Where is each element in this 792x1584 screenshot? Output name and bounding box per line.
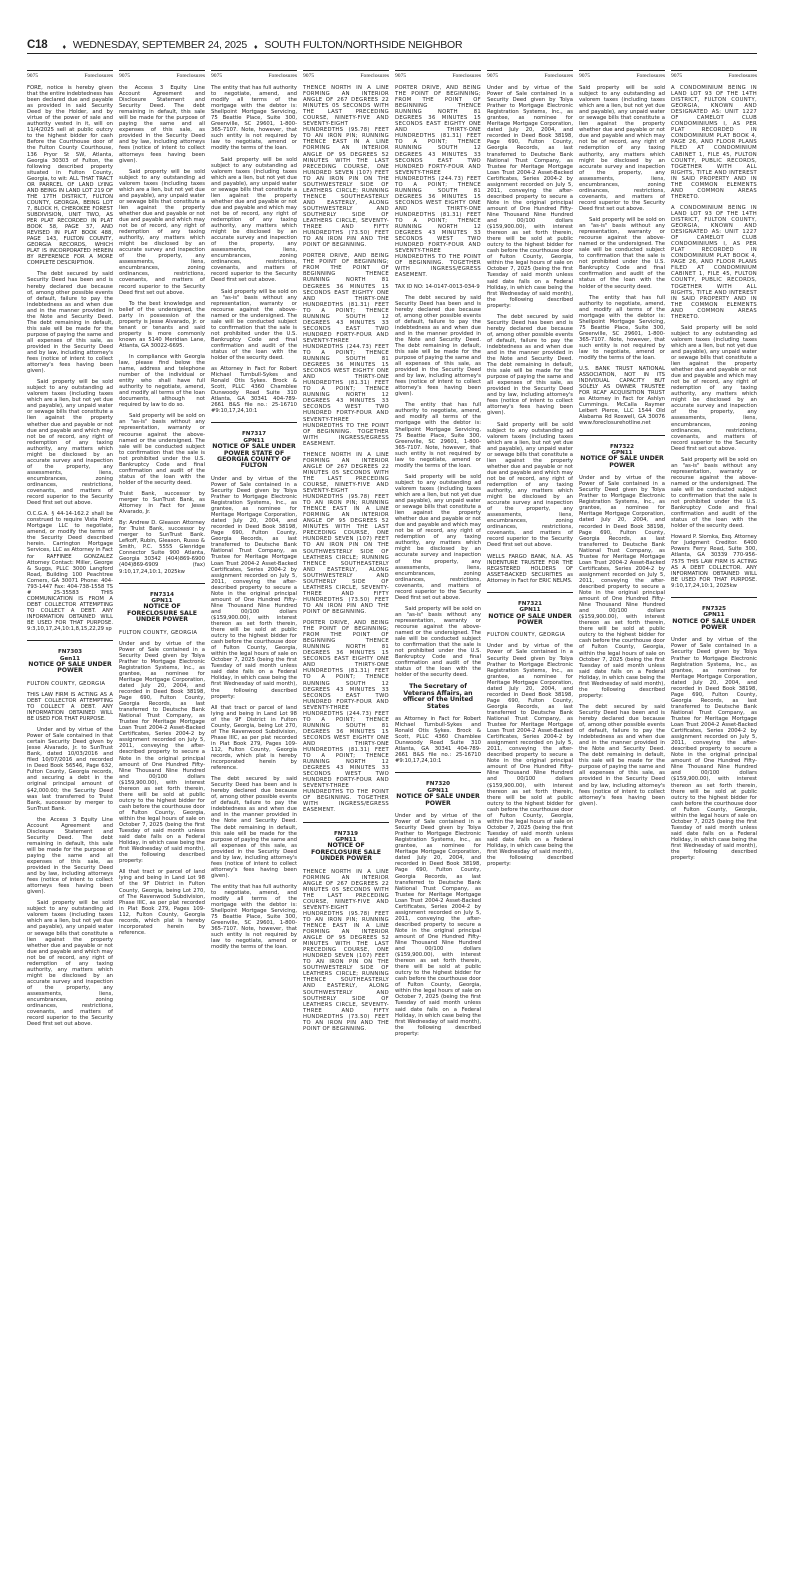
divider [27, 640, 113, 641]
notice-text: The entity that has full authority to negotiate, amend, and modify all terms of the mortgage with the debtor is: Shellpoint Mortgage Servicing, 75 Beattie Place, Suite 300, Greenville, SC 29601, 1-800-365-7107. Note, however, that such entity is not required by law to negotiate, amend or modify the terms of the loan. [395, 402, 481, 469]
notice-code: FN7320 [425, 781, 451, 788]
notice-text: Under and by virtue of the Power of Sale contained in a Security Deed given by Toiya Prather to Mortgage Electronic Registration Systems, Inc., as grantee, as nominee for Meritage Mortgage Corporation, dated July 20, 2004, and recorded in Deed Book 38198, Page 690, Fulton County, Georgia Records, as last transferred to Deutsche Bank National Trust Company, as Trustee for Meritage Mortgage Loan Trust 2004-2 Asset-Backed Certificates, Series 2004-2 by assignment recorded on July 5, 2011, conveying the after-described property to secure a Note in the original principal amount of One Hundred Fifty-Nine Thousand Nine Hundred and 00/100 dollars ($159,900.00), with interest thereon as set forth therein, there will be sold at public outcry to the highest bidder for cash before the courthouse door of Fulton County, Georgia, within the legal hours of sale on October 7, 2025 (being the first Tuesday of said month unless said date falls on a Federal Holiday, in which case being the first Wednesday of said month), the following described property: [487, 643, 573, 868]
notice-title: NOTICE OF FORECLOSURE SALE UNDER POWER [126, 603, 198, 624]
section-label: Foreclosures [84, 73, 113, 79]
signature: as Attorney in Fact for Robert Michael Turnbull-Sykes and Ronald Otis Sykes. Brock & Scott, PLLC 4360 Chamblee Dunwoody Road Suite 310 Atlanta, GA 30341 404-789-2661 B&S file no.: 25-16710 #9:10,17,24,10:1 [395, 716, 481, 765]
section-code: 9075 [487, 73, 499, 79]
divider [211, 422, 297, 423]
column-4 [303, 70, 389, 1570]
notice-text: PORTER DRIVE, AND BEING THE POINT OF BEGINNING; FROM THE POINT OF BEGINNING THENCE RUNNING NORTH 81 DEGREES 36 MINUTES 15 SECONDS EAST EIGHTY ONE AND THIRTY-ONE HUNDREDTHS (81.31) FEET TO A POINT; THENCE RUNNING SOUTH 12 DEGREES 43 MINUTES 33 SECONDS EAST TWO HUNDRED FORTY-FOUR AND SEVENTY-THREE HUNDREDTHS (244.73) FEET TO A POINT; THENCE RUNNING SOUTH 81 DEGREES 36 MINUTES 15 SECONDS WEST EIGHTY ONE AND THIRTY-ONE HUNDREDTHS (81.31) FEET TO A POINT; THENCE RUNNING NORTH 12 DEGREES 43 MINUTES 33 SECONDS WEST TWO HUNDRED FORTY-FOUR AND SEVENTY-THREE HUNDREDTHS TO THE POINT OF BEGINNING. TOGETHER WITH INGRESS/EGRESS EASEMENT. [303, 620, 389, 814]
notice-text: THENCE NORTH IN A LINE FORMING AN INTERIOR ANGLE OF 267 DEGREES 22 MINUTES 05 SECONDS WITH THE LAST PRECEDING COURSE, NINETY-FIVE AND SEVENTY-EIGHT HUNDREDTHS (95.78) FEET TO AN IRON PIN; RUNNING THENCE EAST IN A LINE FORMING AN INTERIOR ANGLE OF 95 DEGREES 52 MINUTES WITH THE LAST PRECEDING COURSE, ONE HUNDRED SEVEN (107) FEET TO AN IRON PIN ON THE SOUTHWESTERLY SIDE OF LEATHERS CIRCLE; RUNNING THENCE SOUTHEASTERLY AND EASTERLY, ALONG SOUTHWESTERLY AND SOUTHERLY SIDE OF LEATHERS CIRCLE, SEVENTY-THREE AND FIFTY HUNDREDTHS (73.50) FEET TO AN IRON PIN AND THE POINT OF BEGINNING. [303, 868, 389, 1032]
section-code: 9075 [119, 73, 131, 79]
notice-text: The debt secured by said Security Deed has been and is hereby declared due because of, among other possible events of default, failure to pay the indebtedness as and when due and in the manner provided in the Note and Security Deed. The debt remaining in default, this sale will be made for the purpose of paying the same and all expenses of this sale, as provided in the Security Deed and by law, including attorney's fees (notice of intent to collect attorney's fees having been given). [579, 703, 665, 807]
section-label: Foreclosures [452, 73, 481, 79]
notice-code: FN7325 [701, 605, 727, 612]
notice-sub: GPN11 [243, 437, 265, 444]
column-3 [211, 70, 297, 1570]
tax-id: TAX ID NO: 14-0147-0013-034-9 [395, 283, 480, 290]
notice-title: NOTICE OF SALE UNDER POWER [580, 455, 664, 469]
notice-code: FN7317 [241, 431, 267, 438]
column-7 [579, 70, 665, 1570]
notice-text: FULTON COUNTY, GEORGIA [119, 629, 198, 636]
section-code: 9075 [579, 73, 591, 79]
section-code: 9075 [27, 73, 39, 79]
notice-text: The entity that has full authority to negotiate, amend, and modify all terms of the mortgage with the debtor is: Shellpoint Mortgage Servicing, 75 Beattie Place, Suite 300, Greenville, SC 29601, 1-800-365-7107. Note, however, that such entity is not required by law to negotiate, amend or modify the terms of the loan. [211, 883, 297, 951]
notice-text: The entity that has full authority to negotiate, amend, and modify all terms of the mortgage with the debtor is: Shellpoint Mortgage Servicing, 75 Beattie Place, Suite 300, Greenville, SC 29601, 1-800-365-7107. Note, however, that such entity is not required by law to negotiate, amend or modify the terms of the loan. [579, 294, 665, 362]
signature: as Attorney in Fact for Robert Michael Turnbull-Sykes and Ronald Otis Sykes. Brock & Scott, PLLC 4360 Chamblee Dunwoody Road Suite 310 Atlanta, GA 30341 404-789-2661 B&S file no.: 25-16710 #9:10,17,24,10:1 [211, 366, 297, 415]
notice-code: FN7322 [609, 443, 635, 450]
classifieds-columns [27, 70, 757, 1570]
signature: WELLS FARGO BANK, N.A. AS INDENTURE TRUSTEE FOR THE REGISTERED HOLDERS OF ASSET-BACKED SECURITIES as Attorney in Fact for ERIC NELMS. [487, 553, 573, 584]
notice-text: THENCE NORTH IN A LINE FORMING AN INTERIOR ANGLE OF 267 DEGREES 22 MINUTES 05 SECONDS WITH THE LAST PRECEDING COURSE, NINETY-FIVE AND SEVENTY-EIGHT HUNDREDTHS (95.78) FEET TO AN IRON PIN; RUNNING THENCE EAST IN A LINE FORMING AN INTERIOR ANGLE OF 95 DEGREES 52 MINUTES WITH THE LAST PRECEDING COURSE, ONE HUNDRED SEVEN (107) FEET TO AN IRON PIN ON THE SOUTHWESTERLY SIDE OF LEATHERS CIRCLE; RUNNING THENCE SOUTHEASTERLY AND EASTERLY, ALONG SOUTHWESTERLY AND SOUTHERLY SIDE OF LEATHERS CIRCLE, SEVENTY-THREE AND FIFTY HUNDREDTHS (73.50) FEET TO AN IRON PIN AND THE POINT OF BEGINNING. [303, 451, 389, 615]
notice-text: A CONDOMINIUM BEING IN LAND LOT 93 OF THE 14TH DISTRICT, FULTON COUNTY, GEORGIA, KNOWN AND DESIGNATED AS: UNIT 1227 OF CAMELOT CLUB CONDOMINIUMS I, AS PER PLAT RECORDED IN CONDOMINIUM PLAT BOOK 4, PAGE 26, AND FLOOR PLANS FILED AT CONDOMINIUM CABINET 1, FILE 45, FULTON COUNTY, PUBLIC RECORDS, TOGETHER WITH ALL RIGHTS, TITLE AND INTEREST IN SAID PROPERTY AND IN THE COMMON ELEMENTS AND COMMON AREAS THERETO. [671, 85, 757, 200]
column-5 [395, 70, 481, 1570]
notice-text: To the best knowledge and belief of the undersigned, the party in possession of the property is Jesse Alvarado, Jr. or tenant or tenants and said property is more commonly known as 5140 Meridian Lane, Atlanta, GA 30022-6695. [119, 300, 205, 349]
notice-text: Said property will be sold subject to any outstanding ad valorem taxes (including taxes which are a lien, but not yet due and payable), any unpaid water or sewage bills that constitute a lien against the property whether due and payable or not due and payable and which may not be of record, any right of redemption of any taxing authority, any matters which might be disclosed by an accurate survey and inspection of the property, any assessments, liens, encumbrances, zoning ordinances, restrictions, covenants, and matters of record superior to the Security Deed first set out above. [119, 168, 205, 296]
notice-sub: GPN11 [335, 836, 357, 843]
section-header [395, 70, 481, 79]
notice-code: FN7319 [333, 830, 359, 837]
notice-text: Under and by virtue of the Power of Sale contained in a Security Deed given by Toiya Prather to Mortgage Electronic Registration Systems, Inc., as grantee, as nominee for Meritage Mortgage Corporation, dated July 20, 2004, and recorded in Deed Book 38198, Page 690, Fulton County, Georgia Records, as last transferred to Deutsche Bank National Trust Company, as Trustee for Meritage Mortgage Loan Trust 2004-2 Asset-Backed Certificates, Series 2004-2 by assignment recorded on July 5, 2011, conveying the after-described property to secure a Note in the original principal amount of One Hundred Fifty-Nine Thousand Nine Hundred and 00/100 dollars ($159,900.00), with interest thereon as set forth therein, there will be sold at public outcry to the highest bidder for cash before the courthouse door of Fulton County, Georgia, within the legal hours of sale on October 7, 2025 (being the first Tuesday of said month unless said date falls on a Federal Holiday, in which case being the first Wednesday of said month), the following described property: [395, 813, 481, 1037]
notice-heading [671, 606, 757, 632]
notice-sub: GPN11 [703, 612, 725, 619]
signature: U.S. BANK TRUST NATIONAL ASSOCIATION, NOT IN ITS INDIVIDUAL CAPACITY BUT SOLELY AS OWNER TRUSTEE FOR RCAF ACQUISITION TRUST as Attorney in Fact for Ashlyn Cummings. McCalla Raymer Leibert Pierce, LLC 1544 Old Alabama Rd Roswell, GA 30076 www.foreclosurehotline.net [579, 366, 665, 427]
notice-text: Said property will be sold subject to any outstanding ad valorem taxes (including taxes which are a lien, but not yet due and payable), any unpaid water or sewage bills that constitute a lien against the property whether due and payable or not due and payable and which may not be of record, any right of redemption of any taxing authority, any matters which might be disclosed by an accurate survey and inspection of the property, any assessments, liens, encumbrances, zoning ordinances, restrictions, covenants, and matters of record superior to the Security Deed first set out above. [579, 85, 665, 212]
section-header [119, 70, 205, 79]
section-label: Foreclosures [636, 73, 665, 79]
column-2 [119, 70, 205, 1570]
notice-text: O.C.G.A. § 44-14-162.2 shall be construed to require Vista Point Mortgage LLC to negotiate, amend, or modify the terms of the Security Deed described herein. Carrington Mortgage Services, LLC as Attorney in Fact for RAFFINEE GONZALEZ Attorney Contact: Miller, George & Suggs, PLLC 3000 Langford Road, Building 100 Peachtree Corners, GA 30071 Phone: 404-793-1447 Fax: 404-738-1558 TS # 25-35583 THIS COMMUNICATION IS FROM A DEBT COLLECTOR ATTEMPTING TO COLLECT A DEBT. ANY INFORMATION OBTAINED WILL BE USED FOR THAT PURPOSE. 9:3,10,17,24,10:1,8,15,22,29 sp [27, 511, 113, 633]
notice-text: The debt secured by said Security Deed has been and is hereby declared due because of, among other possible events of default, failure to pay the indebtedness as and when due and in the manner provided in the Note and Security Deed. The debt remaining in default, this sale will be made for the purpose of paying the same and all expenses of this sale, as provided in the Security Deed and by law, including attorney's fees (notice of intent to collect attorney's fees having been given). [487, 313, 573, 417]
notice-text: A CONDOMINIUM BEING IN LAND LOT 93 OF THE 14TH DISTRICT, FULTON COUNTY, GEORGIA, KNOWN AND DESIGNATED AS: UNIT 1227 OF CAMELOT CLUB CONDOMINIUMS I, AS PER PLAT RECORDED IN CONDOMINIUM PLAT BOOK 4, PAGE 26, AND FLOOR PLANS FILED AT CONDOMINIUM CABINET 1, FILE 45, FULTON COUNTY, PUBLIC RECORDS, TOGETHER WITH ALL RIGHTS, TITLE AND INTEREST IN SAID PROPERTY AND IN THE COMMON ELEMENTS AND COMMON AREAS THERETO. [671, 204, 757, 320]
notice-text: Under and by virtue of the Power of Sale contained in a Security Deed given by Toiya Prather to Mortgage Electronic Registration Systems, Inc., as grantee, as nominee for Meritage Mortgage Corporation, dated July 20, 2004, and recorded in Deed Book 38198, Page 690, Fulton County, Georgia Records, as last transferred to Deutsche Bank National Trust Company, as Trustee for Meritage Mortgage Loan Trust 2004-2 Asset-Backed Certificates, Series 2004-2 by assignment recorded on July 5, 2011, conveying the after-described property to secure a Note in the original principal amount of One Hundred Fifty-Nine Thousand Nine Hundred and 00/100 dollars ($159,900.00), with interest thereon as set forth therein, there will be sold at public outcry to the highest bidder for cash before the courthouse door of Fulton County, Georgia, within the legal hours of sale on October 7, 2025 (being the first Tuesday of said month unless said date falls on a Federal Holiday, in which case being the first Wednesday of said month), the following described property: [671, 637, 757, 862]
section-code: 9075 [671, 73, 683, 79]
notice-text: Said property will be sold subject to any outstanding ad valorem taxes (including taxes which are a lien, but not yet due and payable), any unpaid water or sewage bills that constitute a lien against the property whether due and payable or not due and payable and which may not be of record, any right of redemption of any taxing authority, any matters which might be disclosed by an accurate survey and inspection of the property, any assessments, liens, encumbrances, zoning ordinances, restrictions, covenants, and matters of record superior to the Security Deed first set out above. [27, 900, 113, 1028]
notice-text: Under and by virtue of the Power of Sale contained in a Security Deed given by Toiya Prather to Mortgage Electronic Registration Systems, Inc., as grantee, as nominee for Meritage Mortgage Corporation, dated July 20, 2004, and recorded in Deed Book 38198, Page 690, Fulton County, Georgia Records, as last transferred to Deutsche Bank National Trust Company, as Trustee for Meritage Mortgage Loan Trust 2004-2 Asset-Backed Certificates, Series 2004-2 by assignment recorded on July 5, 2011, conveying the after-described property to secure a Note in the original principal amount of One Hundred Fifty-Nine Thousand Nine Hundred and 00/100 dollars ($159,900.00), with interest thereon as set forth therein, there will be sold at public outcry to the highest bidder for cash before the courthouse door of Fulton County, Georgia, within the legal hours of sale on October 7, 2025 (being the first Tuesday of said month unless said date falls on a Federal Holiday, in which case being the first Wednesday of said month), the following described property: [579, 475, 665, 699]
publication-name: SOUTH FULTON/NORTHSIDE NEIGHBOR [264, 39, 463, 51]
notice-text: The debt secured by said Security Deed has been and is hereby declared due because of, among other possible events of default, failure to pay the indebtedness as and when due and in the manner provided in the Note and Security Deed. The debt remaining in default, this sale will be made for the purpose of paying the same and all expenses of this sale, as provided in the Security Deed and by law, including attorney's fees (notice of intent to collect attorney's fees having been given). [27, 271, 113, 375]
notice-text: Said property will be sold on an "as-is" basis without any representation, warranty or recourse against the above-named or the undersigned. The sale will be conducted subject to confirmation that the sale is not prohibited under the U.S. Bankruptcy Code and final confirmation and audit of the status of the loan with the holder of the security deed. [119, 413, 205, 486]
divider [671, 597, 757, 598]
notice-code: FN7314 [149, 591, 175, 598]
notice-text: Under and by virtue of the Power of Sale contained in a Security Deed given by Toiya Prather to Mortgage Electronic Registration Systems, Inc., as grantee, as nominee for Meritage Mortgage Corporation, dated July 20, 2004, and recorded in Deed Book 38198, Page 690, Fulton County, Georgia Records, as last transferred to Deutsche Bank National Trust Company, as Trustee for Meritage Mortgage Loan Trust 2004-2 Asset-Backed Certificates, Series 2004-2 by assignment recorded on July 5, 2011, conveying the after-described property to secure a Note in the original principal amount of One Hundred Fifty-Nine Thousand Nine Hundred and 00/100 dollars ($159,900.00), with interest thereon as set forth therein, there will be sold at public outcry to the highest bidder for cash before the courthouse door of Fulton County, Georgia, within the legal hours of sale on October 7, 2025 (being the first Tuesday of said month unless said date falls on a Federal Holiday, in which case being the first Wednesday of said month), the following described property: [487, 85, 573, 309]
section-code: 9075 [395, 73, 407, 79]
notice-sub: GPN11 [427, 787, 449, 794]
notice-text: Said property will be sold on an "as-is" basis without any representation, warranty or recourse against the above-named or the undersigned. The sale will be conducted subject to confirmation that the sale is not prohibited under the U.S. Bankruptcy Code and final confirmation and audit of the status of the loan with the holder of the security deed. [671, 456, 757, 530]
separator: ♦ [254, 44, 258, 51]
signature: Truist Bank, successor by merger to SunTrust Bank, as Attorney in Fact for Jesse Alvarado, Jr. [119, 490, 205, 516]
notice-text: All that tract or parcel of land lying and being in Land Lot 98 of the 9F District in Fulton County, Georgia, being Lot 270, of The Ravenwood Subdivision, Phase IIIC, as per plat recorded in Plat Book 279, Pages 109-112, Fulton County, Georgia records, which plat is hereby incorporated herein by reference. [211, 704, 297, 772]
notice-text: Said property will be sold subject to any outstanding ad valorem taxes (including taxes which are a lien, but not yet due and payable), any unpaid water or sewage bills that constitute a lien against the property whether due and payable or not due and payable and which may not be of record, any right of redemption of any taxing authority, any matters which might be disclosed by an accurate survey and inspection of the property, any assessments, liens, encumbrances, zoning ordinances, restrictions, covenants, and matters of record superior to the Security Deed first set out above. [211, 156, 297, 284]
section-header [579, 70, 665, 79]
divider [579, 435, 665, 436]
notice-heading [211, 431, 297, 469]
signature: By: Andrew D. Gleason Attorney for Truist Bank, successor by merger to SunTrust Bank. Lefkoff, Rubin, Gleason, Russo & Smith, P.C. 5555 Glenridge Connector Suite 900 Atlanta, Georgia 30342 (404)869-6900 (404)869-6909 (fax) 9:10,17,24,10:1, 2025kw [119, 520, 205, 575]
notice-heading [119, 592, 205, 624]
notice-heading [395, 781, 481, 807]
section-header [303, 70, 389, 79]
section-label: Foreclosures [728, 73, 757, 79]
divider [119, 583, 205, 584]
notice-text: The debt secured by said Security Deed has been and is hereby declared due because of, among other possible events of default, failure to pay the indebtedness as and when due and in the manner provided in the Note and Security Deed. The debt remaining in default, this sale will be made for the purpose of paying the same and all expenses of this sale, as provided in the Security Deed and by law, including attorney's fees (notice of intent to collect attorney's fees having been given). [395, 294, 481, 398]
notice-code: FN7321 [517, 600, 543, 607]
notice-text: Under and by virtue of the Power of Sale contained in a Security Deed given by Toiya Prather to Mortgage Electronic Registration Systems, Inc., as grantee, as nominee for Meritage Mortgage Corporation, dated July 20, 2004, and recorded in Deed Book 38198, Page 690, Fulton County, Georgia Records, as last transferred to Deutsche Bank National Trust Company, as Trustee for Meritage Mortgage Loan Trust 2004-2 Asset-Backed Certificates, Series 2004-2 by assignment recorded on July 5, 2011, conveying the after-described property to secure a Note in the original principal amount of One Hundred Fifty-Nine Thousand Nine Hundred and 00/100 dollars ($159,900.00), with interest thereon as set forth therein, there will be sold at public outcry to the highest bidder for cash before the courthouse door of Fulton County, Georgia, within the legal hours of sale on October 7, 2025 (being the first Tuesday of said month unless said date falls on a Federal Holiday, in which case being the first Wednesday of said month), the following described property: [211, 475, 297, 700]
section-header [671, 70, 757, 79]
page-masthead [27, 40, 757, 54]
section-header [27, 70, 113, 79]
notice-title: NOTICE OF FORECLOSURE SALE UNDER POWER [310, 842, 382, 863]
notice-text: Said property will be sold on an "as-is" basis without any representation, warranty or recourse against the above-named or the undersigned. The sale will be conducted subject to confirmation that the sale is not prohibited under the U.S. Bankruptcy Code and final confirmation and audit of the status of the loan with the holder of the security deed. [395, 605, 481, 679]
page-number: C18 [27, 39, 48, 51]
notice-text: All that tract or parcel of land lying and being in Land Lot 98 of the 9F District in Fulton County, Georgia, being Lot 270, of The Ravenwood Subdivision, Phase IIIC, as per plat recorded in Plat Book 279, Pages 109-112, Fulton County, Georgia records, which plat is hereby incorporated herein by reference. [119, 869, 205, 936]
notice-text: The debt secured by said Security Deed has been and is hereby declared due because of, among other possible events of default, failure to pay the indebtedness as and when due and in the manner provided in the Note and Security Deed. The debt remaining in default, this sale will be made for the purpose of paying the same and all expenses of this sale, as provided in the Security Deed and by law, including attorney's fees (notice of intent to collect attorney's fees having been given). [211, 776, 297, 879]
section-header [487, 70, 573, 79]
notice-heading [303, 831, 389, 863]
column-1 [27, 70, 113, 1570]
divider [395, 772, 481, 773]
notice-text: the Access 3 Equity Line Account Agreement and Disclosure Statement and Security Deed. The debt remaining in default, this sale will be made for the purpose of paying the same and all expenses of this sale, as provided in the Security Deed and by law, including attorneys fees (notice of intent to collect attorneys fees having been given). [119, 85, 205, 164]
notice-text: Said property will be sold subject to any outstanding ad valorem taxes (including taxes which are a lien, but not yet due and payable), any unpaid water or sewage bills that constitute a lien against the property whether due and payable or not due and payable and which may not be of record, any right of redemption of any taxing authority, any matters which might be disclosed by an accurate survey and inspection of the property, any assessments, liens, encumbrances, zoning ordinances, restrictions, covenants, and matters of record superior to the Security Deed first set out above. [27, 379, 113, 507]
notice-text: Said property will be sold subject to any outstanding ad valorem taxes (including taxes which are a lien, but not yet due and payable), any unpaid water or sewage bills that constitute a lien against the property whether due and payable or not due and payable and which may not be of record, any right of redemption of any taxing authority, any matters which might be disclosed by an accurate survey and inspection of the property, any assessments, liens, encumbrances, zoning ordinances, restrictions, covenants, and matters of record superior to the Security Deed first set out above. [395, 473, 481, 601]
notice-title: NOTICE OF SALE UNDER POWER [672, 617, 756, 631]
divider [303, 822, 389, 823]
notice-heading [579, 444, 665, 470]
notice-title: NOTICE OF SALE UNDER POWER [28, 660, 112, 675]
issue-date: WEDNESDAY, SEPTEMBER 24, 2025 [72, 39, 248, 51]
notice-heading [487, 601, 573, 627]
notice-heading [27, 649, 113, 675]
notice-sub: Gen11 [59, 655, 81, 662]
section-label: Foreclosures [544, 73, 573, 79]
signature: Howard P. Slomka, Esq. Attorney for Judgment Creditor. 6400 Powers Ferry Road, Suite 300, Atlanta, GA 30339 770-956-7575 THIS LAW FIRM IS ACTING AS A DEBT COLLECTOR. ANY INFORMATION OBTAINED WILL BE USED FOR THAT PURPOSE. 9:10,17,24,10:1, 2025kw [671, 534, 757, 589]
notice-text: FULTON COUNTY, GEORGIA [27, 680, 106, 687]
notice-text: the Access 3 Equity Line Account Agreement and Disclosure Statement and Security Deed. The debt remaining in default, this sale will be made for the purpose of paying the same and all expenses of this sale, as provided in the Security Deed and by law, including attorneys fees (notice of intent to collect attorneys fees having been given). [27, 816, 113, 896]
notice-text: Under and by virtue of the Power of Sale contained in a Security Deed given by Toiya Prather to Mortgage Electronic Registration Systems, Inc., as grantee, as nominee for Meritage Mortgage Corporation, dated July 20, 2004, and recorded in Deed Book 38198, Page 690, Fulton County, Georgia Records, as last transferred to Deutsche Bank National Trust Company, as Trustee for Meritage Mortgage Loan Trust 2004-2 Asset-Backed Certificates, Series 2004-2 by assignment recorded on July 5, 2011, conveying the after-described property to secure a Note in the original principal amount of One Hundred Fifty-Nine Thousand Nine Hundred and 00/100 dollars ($159,900.00), with interest thereon as set forth therein, there will be sold at public outcry to the highest bidder for cash before the courthouse door of Fulton County, Georgia, within the legal hours of sale on October 7, 2025 (being the first Tuesday of said month unless said date falls on a Federal Holiday, in which case being the first Wednesday of said month), the following described property: [119, 640, 205, 865]
notice-sub: GPN11 [151, 597, 173, 604]
notice-text: In compliance with Georgia law, please find below the name, address and telephone number of the individual or entity who shall have full authority to negotiate, amend, and modify all terms of the loan documents, although not required by law to do so. [119, 353, 205, 409]
notice-sub: GPN11 [611, 449, 633, 456]
notice-heading [395, 684, 481, 710]
notice-text: Said property will be sold subject to any outstanding ad valorem taxes (including taxes which are a lien, but not yet due and payable), any unpaid water or sewage bills that constitute a lien against the property whether due and payable or not due and payable and which may not be of record, any right of redemption of any taxing authority, any matters which might be disclosed by an accurate survey and inspection of the property, any assessments, liens, encumbrances, zoning ordinances, restrictions, covenants, and matters of record superior to the Security Deed first set out above. [487, 421, 573, 549]
notice-text: The entity that has full authority to negotiate, amend, and modify all terms of the mortgage with the debtor is: Shellpoint Mortgage Servicing, 75 Beattie Place, Suite 300, Greenville, SC 29601, 1-800-365-7107. Note, however, that such entity is not required by law to negotiate, amend or modify the terms of the loan. [211, 85, 297, 152]
notice-title: NOTICE OF SALE UNDER POWER [488, 612, 572, 626]
notice-title: NOTICE OF SALE UNDER POWER [396, 793, 480, 807]
notice-text: Said property will be sold subject to any outstanding ad valorem taxes (including taxes which are a lien, but not yet due and payable), any unpaid water or sewage bills that constitute a lien against the property whether due and payable or not due and payable and which may not be of record, any right of redemption of any taxing authority, any matters which might be disclosed by an accurate survey and inspection of the property, any assessments, liens, encumbrances, zoning ordinances, restrictions, covenants, and matters of record superior to the Security Deed first set out above. [671, 324, 757, 452]
notice-text: FULTON COUNTY, GEORGIA [487, 632, 566, 639]
section-label: Foreclosures [176, 73, 205, 79]
notice-text: Under and by virtue of the Power of Sale contained in that certain Security Deed given by Jesse Alvarado, Jr. to SunTrust Bank, dated 10/03/2016 and filed 10/07/2016 and recorded in Deed Book 56546, Page 632, Fulton County, Georgia records, and securing a debt in the original principal amount of $42,000.00; the Security Deed was last transferred to Truist Bank, successor by merger to SunTrust Bank. [27, 727, 113, 812]
separator: ♦ [62, 44, 66, 51]
notice-text: PORTER DRIVE, AND BEING THE POINT OF BEGINNING; FROM THE POINT OF BEGINNING THENCE RUNNING NORTH 81 DEGREES 36 MINUTES 15 SECONDS EAST EIGHTY ONE AND THIRTY-ONE HUNDREDTHS (81.31) FEET TO A POINT; THENCE RUNNING SOUTH 12 DEGREES 43 MINUTES 33 SECONDS EAST TWO HUNDRED FORTY-FOUR AND SEVENTY-THREE HUNDREDTHS (244.73) FEET TO A POINT; THENCE RUNNING SOUTH 81 DEGREES 36 MINUTES 15 SECONDS WEST EIGHTY ONE AND THIRTY-ONE HUNDREDTHS (81.31) FEET TO A POINT; THENCE RUNNING NORTH 12 DEGREES 43 MINUTES 33 SECONDS WEST TWO HUNDRED FORTY-FOUR AND SEVENTY-THREE HUNDREDTHS TO THE POINT OF BEGINNING. TOGETHER WITH INGRESS/EGRESS EASEMENT. [395, 85, 481, 279]
notice-code: FN7303 [57, 649, 83, 656]
notice-text: Said property will be sold on an "as-is" basis without any representation, warranty or recourse against the above-named or the undersigned. The sale will be conducted subject to confirmation that the sale is not prohibited under the U.S. Bankruptcy Code and final confirmation and audit of the status of the loan with the holder of the security deed. [579, 216, 665, 290]
notice-text: Said property will be sold on an "as-is" basis without any representation, warranty or recourse against the above-named or the undersigned. The sale will be conducted subject to confirmation that the sale is not prohibited under the U.S. Bankruptcy Code and final confirmation and audit of the status of the loan with the holder of the security deed. [211, 288, 297, 362]
column-6 [487, 70, 573, 1570]
section-label: Foreclosures [360, 73, 389, 79]
section-code: 9075 [211, 73, 223, 79]
notice-text: FORE, notice is hereby given that the entire indebtedness has been declared due and payable as provided in said Security Deed by the Holder, and by virtue of the power of sale and authority vested in it, will on 11/4/2025 sell at public outcry to the highest bidder for cash Before the Courthouse door of the Fulton County Courthouse, 136 Pryor St SW, Atlanta, Georgia 30303 of Fulton, the following described property situated in Fulton County, Georgia, to wit: ALL THAT TRACT OR PARRCEL OF LAND LYING AND BEING IN LAND LOT 219 OF THE 17TH DISTRICT, FULTON COUNTY, GEORGIA, BEING LOT 7, BLOCK H, CHEROKEE FOREST SUBDIVISION, UNIT TWO, AS PER PLAT RECORDED IN PLAT BOOK 58, PAGE 37, AND REVISED IN PLAT BOOK 488, PAGE 143, FULTON COUNTY, GEORGIA RECORDS, WHICH PLAT IS INCORPORATED HEREIN BY REFERENCE FOR A MORE COMPLETE DESCRIPTION. [27, 85, 113, 267]
section-header [211, 70, 297, 79]
attorney-in-fact: The Secretary of Veterans Affairs, an officer of the United States [402, 683, 474, 710]
divider [487, 592, 573, 593]
section-code: 9075 [303, 73, 315, 79]
notice-sub: GPN11 [519, 607, 541, 614]
notice-text: THIS LAW FIRM IS ACTING AS A DEBT COLLECTOR ATTEMPTING TO COLLECT A DEBT. ANY INFORMATION OBTAINED WILL BE USED FOR THAT PURPOSE. [27, 691, 113, 722]
notice-text: PORTER DRIVE, AND BEING THE POINT OF BEGINNING; FROM THE POINT OF BEGINNING THENCE RUNNING NORTH 81 DEGREES 36 MINUTES 15 SECONDS EAST EIGHTY ONE AND THIRTY-ONE HUNDREDTHS (81.31) FEET TO A POINT; THENCE RUNNING SOUTH 12 DEGREES 43 MINUTES 33 SECONDS EAST TWO HUNDRED FORTY-FOUR AND SEVENTY-THREE HUNDREDTHS (244.73) FEET TO A POINT; THENCE RUNNING SOUTH 81 DEGREES 36 MINUTES 15 SECONDS WEST EIGHTY ONE AND THIRTY-ONE HUNDREDTHS (81.31) FEET TO A POINT; THENCE RUNNING NORTH 12 DEGREES 43 MINUTES 33 SECONDS WEST TWO HUNDRED FORTY-FOUR AND SEVENTY-THREE HUNDREDTHS TO THE POINT OF BEGINNING. TOGETHER WITH INGRESS/EGRESS EASEMENT. [303, 253, 389, 447]
notice-text: THENCE NORTH IN A LINE FORMING AN INTERIOR ANGLE OF 267 DEGREES 22 MINUTES 05 SECONDS WITH THE LAST PRECEDING COURSE, NINETY-FIVE AND SEVENTY-EIGHT HUNDREDTHS (95.78) FEET TO AN IRON PIN; RUNNING THENCE EAST IN A LINE FORMING AN INTERIOR ANGLE OF 95 DEGREES 52 MINUTES WITH THE LAST PRECEDING COURSE, ONE HUNDRED SEVEN (107) FEET TO AN IRON PIN ON THE SOUTHWESTERLY SIDE OF LEATHERS CIRCLE; RUNNING THENCE SOUTHEASTERLY AND EASTERLY, ALONG SOUTHWESTERLY AND SOUTHERLY SIDE OF LEATHERS CIRCLE, SEVENTY-THREE AND FIFTY HUNDREDTHS (73.50) FEET TO AN IRON PIN AND THE POINT OF BEGINNING. [303, 85, 389, 249]
section-label: Foreclosures [268, 73, 297, 79]
notice-title: NOTICE OF SALE UNDER POWER STATE OF GEORGIA COUNTY OF FULTON [212, 443, 296, 470]
column-8 [671, 70, 757, 1570]
